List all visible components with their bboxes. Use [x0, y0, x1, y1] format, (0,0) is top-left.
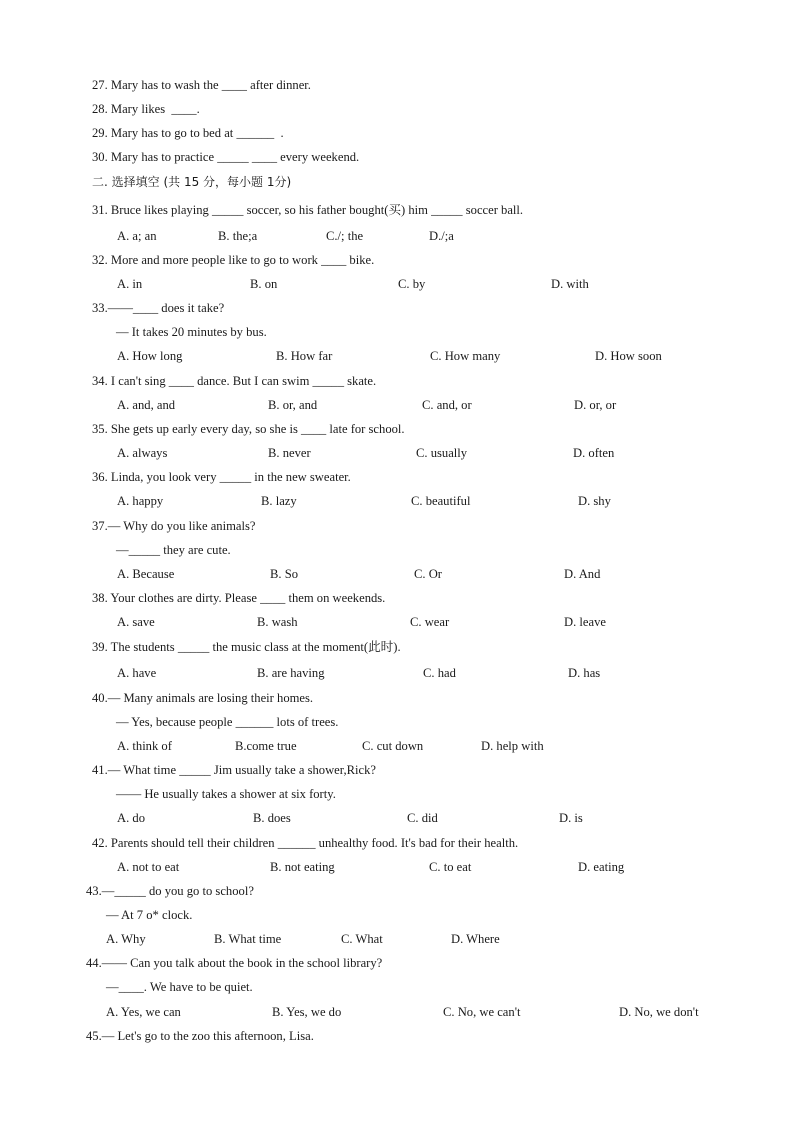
question-42-option-a: A. not to eat: [117, 860, 180, 874]
question-44-answer-line: —____. We have to be quiet.: [106, 980, 253, 994]
question-31-stem: 31. Bruce likes playing _____ soccer, so his father bought(买) him _____ soccer ball.: [92, 203, 524, 217]
question-41-option-a: A. do: [117, 811, 145, 825]
question-43-option-c: C. What: [341, 932, 383, 946]
question-40-answer-line: — Yes, because people ______ lots of trees.: [116, 715, 339, 729]
question-32-option-a: A. in: [117, 277, 143, 291]
question-37-option-a: A. Because: [117, 567, 175, 581]
question-41-answer-line: —— He usually takes a shower at six forty.: [116, 787, 336, 801]
question-39-option-d: D. has: [568, 666, 601, 680]
question-41-option-c: C. did: [407, 811, 438, 825]
question-37-option-d: D. And: [564, 567, 601, 581]
section-heading: 二. 选择填空 (共 15 分，每小题 1分): [92, 175, 292, 189]
question-36-option-a: A. happy: [117, 494, 164, 508]
question-32-option-c: C. by: [398, 277, 426, 291]
question-36-stem: 36. Linda, you look very _____ in the new sweater.: [92, 470, 351, 484]
question-31-option-c: C./; the: [326, 229, 364, 243]
question-45-stem: 45.— Let's go to the zoo this afternoon, Lisa.: [86, 1029, 314, 1043]
question-39-option-a: A. have: [117, 666, 157, 680]
question-36-option-d: D. shy: [578, 494, 611, 508]
fill-item-27: 27. Mary has to wash the ____ after dinner.: [92, 78, 311, 92]
question-40-option-a: A. think of: [117, 739, 172, 753]
question-36-option-c: C. beautiful: [411, 494, 471, 508]
question-42-option-d: D. eating: [578, 860, 625, 874]
question-43-option-d: D. Where: [451, 932, 500, 946]
question-39-stem: 39. The students _____ the music class at the moment(此时).: [92, 640, 401, 654]
question-34-option-d: D. or, or: [574, 398, 617, 412]
question-32-stem: 32. More and more people like to go to work ____ bike.: [92, 253, 375, 267]
question-31-option-d: D./;a: [429, 229, 454, 243]
question-34-option-c: C. and, or: [422, 398, 472, 412]
question-31-option-a: A. a; an: [117, 229, 157, 243]
fill-item-30: 30. Mary has to practice _____ ____ every weekend.: [92, 150, 360, 164]
fill-item-29: 29. Mary has to go to bed at ______ .: [92, 126, 284, 140]
question-44-option-c: C. No, we can't: [443, 1005, 521, 1019]
question-33-option-c: C. How many: [430, 349, 501, 363]
question-33-option-a: A. How long: [117, 349, 183, 363]
question-31-option-b: B. the;a: [218, 229, 258, 243]
question-38-stem: 38. Your clothes are dirty. Please ____ them on weekends.: [92, 591, 386, 605]
question-42-option-b: B. not eating: [270, 860, 335, 874]
question-32-option-b: B. on: [250, 277, 278, 291]
question-36-option-b: B. lazy: [261, 494, 297, 508]
question-34-stem: 34. I can't sing ____ dance. But I can swim _____ skate.: [92, 374, 377, 388]
question-34-option-b: B. or, and: [268, 398, 318, 412]
question-40-stem: 40.— Many animals are losing their homes.: [92, 691, 314, 705]
question-38-option-a: A. save: [117, 615, 155, 629]
question-43-option-a: A. Why: [106, 932, 146, 946]
question-38-option-b: B. wash: [257, 615, 298, 629]
question-33-option-d: D. How soon: [595, 349, 662, 363]
question-37-stem: 37.— Why do you like animals?: [92, 519, 256, 533]
question-40-option-c: C. cut down: [362, 739, 424, 753]
question-33-stem: 33.——____ does it take?: [92, 301, 225, 315]
question-43-stem: 43.—_____ do you go to school?: [86, 884, 254, 898]
question-35-stem: 35. She gets up early every day, so she is ____ late for school.: [92, 422, 405, 436]
question-38-option-d: D. leave: [564, 615, 606, 629]
question-43-answer-line: — At 7 o* clock.: [106, 908, 193, 922]
question-41-stem: 41.— What time _____ Jim usually take a shower,Rick?: [92, 763, 376, 777]
question-37-option-b: B. So: [270, 567, 298, 581]
question-35-option-a: A. always: [117, 446, 168, 460]
question-40-option-b: B.come true: [235, 739, 297, 753]
question-37-answer-line: —_____ they are cute.: [116, 543, 231, 557]
question-34-option-a: A. and, and: [117, 398, 176, 412]
question-32-option-d: D. with: [551, 277, 589, 291]
question-41-option-b: B. does: [253, 811, 291, 825]
question-42-option-c: C. to eat: [429, 860, 472, 874]
question-39-option-b: B. are having: [257, 666, 325, 680]
question-44-option-d: D. No, we don't: [619, 1005, 699, 1019]
question-41-option-d: D. is: [559, 811, 583, 825]
question-33-answer-line: — It takes 20 minutes by bus.: [116, 325, 267, 339]
question-44-stem: 44.—— Can you talk about the book in the school library?: [86, 956, 383, 970]
question-44-option-b: B. Yes, we do: [272, 1005, 342, 1019]
question-37-option-c: C. Or: [414, 567, 442, 581]
question-39-option-c: C. had: [423, 666, 456, 680]
question-44-option-a: A. Yes, we can: [106, 1005, 181, 1019]
fill-item-28: 28. Mary likes ____.: [92, 102, 200, 116]
question-35-option-d: D. often: [573, 446, 615, 460]
question-43-option-b: B. What time: [214, 932, 282, 946]
question-40-option-d: D. help with: [481, 739, 544, 753]
question-38-option-c: C. wear: [410, 615, 450, 629]
question-35-option-c: C. usually: [416, 446, 468, 460]
question-33-option-b: B. How far: [276, 349, 333, 363]
question-42-stem: 42. Parents should tell their children ______ unhealthy food. It's bad for their health.: [92, 836, 519, 850]
question-35-option-b: B. never: [268, 446, 311, 460]
